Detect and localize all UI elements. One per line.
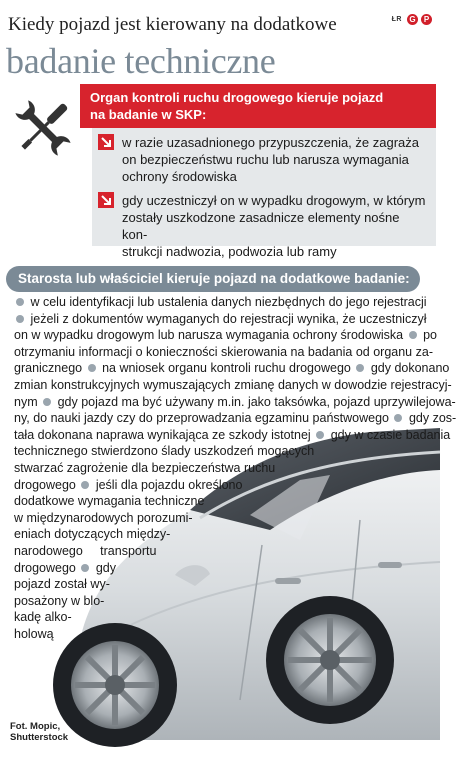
list-text: jeżeli z dokumentów wymaganych do rejestracji wynika, że uczestniczył [30,311,427,326]
bullet-icon [356,364,364,372]
list-text: drogowego [14,477,76,492]
credit-line1: Fot. Mopic, [10,721,61,732]
bullet-icon [394,414,402,422]
skp-item-2 [92,186,436,259]
arrow-down-right-icon [98,134,114,150]
list-text: on w wypadku drogowym lub narusza wymagania ochrony środowiska [14,328,404,343]
bullet-icon [16,315,24,323]
skp-item-2-line: gdy uczestniczył on w wypadku drogowym, w którym [122,193,426,208]
photo-credit [10,721,68,743]
list-text: ny, do nauki jazdy czy do przeprowadzania egzaminu państwowego [14,411,389,426]
list-text: otrzymaniu informacji o konieczności skierowania na badania od organu za- [14,344,433,359]
skp-item-1-line: on bezpieczeństwu ruchu lub narusza wymagania [122,152,409,167]
arrow-down-right-icon [98,192,114,208]
list-text: gdy pojazd ma być używany m.in. jako taksówka, pojazd uprzywilejowa- [57,394,456,409]
list-text: tała dokonana naprawa wynikająca ze szkody istotnej [14,427,311,442]
list-text: gdy w czasie badania [330,427,451,442]
list-text: granicznego [14,361,83,376]
list-text: kadę alko- [14,610,72,625]
skp-item-2-line: zostały uszkodzone zasadnicze elementy nośne kon- [122,210,400,242]
list-text: drogowego [14,560,76,575]
skp-item-1 [92,128,436,186]
list-text: stwarzać zagrożenie dla bezpieczeństwa ruchu [14,460,276,475]
list-text: jeśli dla pojazdu określono [95,477,243,492]
starosta-header: Starosta lub właściciel kieruje pojazd na dodatkowe badanie: [6,266,420,292]
list-text: w międzynarodowych porozumi- [14,510,193,525]
list-text: holową [14,626,54,641]
publisher-logo [392,14,432,25]
skp-title-line1: Organ kontroli ruchu drogowego kieruje pojazd [90,90,384,105]
kicker-text: Kiedy pojazd jest kierowany na dodatkowe [8,14,337,35]
skp-item-2-line: strukcji nadwozia, podwozia lub ramy [122,244,337,259]
bullet-icon [16,298,24,306]
page-title: badanie techniczne [6,41,276,81]
list-text: gdy dokonano [370,361,450,376]
bullet-icon [43,398,51,406]
list-text: na wniosek organu kontroli ruchu drogowego [102,361,351,376]
list-text: posażony w blo- [14,593,105,608]
bullet-icon [316,431,324,439]
list-text: technicznego stwierdzono ślady uszkodzeń mogących [14,444,315,459]
list-text: gdy [95,560,116,575]
bullet-icon [88,364,96,372]
list-text: narodowego transportu [14,543,157,558]
list-text: zmian konstrukcyjnych wymuszających zmianę danych w dowodzie rejestracyj- [14,377,452,392]
skp-title-line2: na badanie w SKP: [90,107,207,122]
logo-p-badge: P [421,14,432,25]
bullet-icon [81,564,89,572]
skp-header-bar [80,84,436,128]
list-text: w celu identyfikacji lub ustalenia danych niezbędnych do jego rejestracji [30,295,427,309]
list-text: nym [14,394,38,409]
logo-g-badge: G [407,14,418,25]
list-text: pojazd został wy- [14,577,110,592]
tools-icon [8,92,78,164]
starosta-list [14,294,456,642]
bullet-icon [409,331,417,339]
list-text: gdy zos- [408,411,456,426]
list-text: eniach dotyczących między- [14,527,171,542]
list-text: dodatkowe wymagania techniczne [14,494,205,509]
skp-item-1-line: ochrony środowiska [122,169,237,184]
logo-letters: ŁR [391,16,402,23]
credit-line2: Shutterstock [10,732,69,743]
list-text: po [423,328,437,343]
bullet-icon [81,481,89,489]
skp-item-1-line: w razie uzasadnionego przypuszczenia, że zagraża [122,135,420,150]
